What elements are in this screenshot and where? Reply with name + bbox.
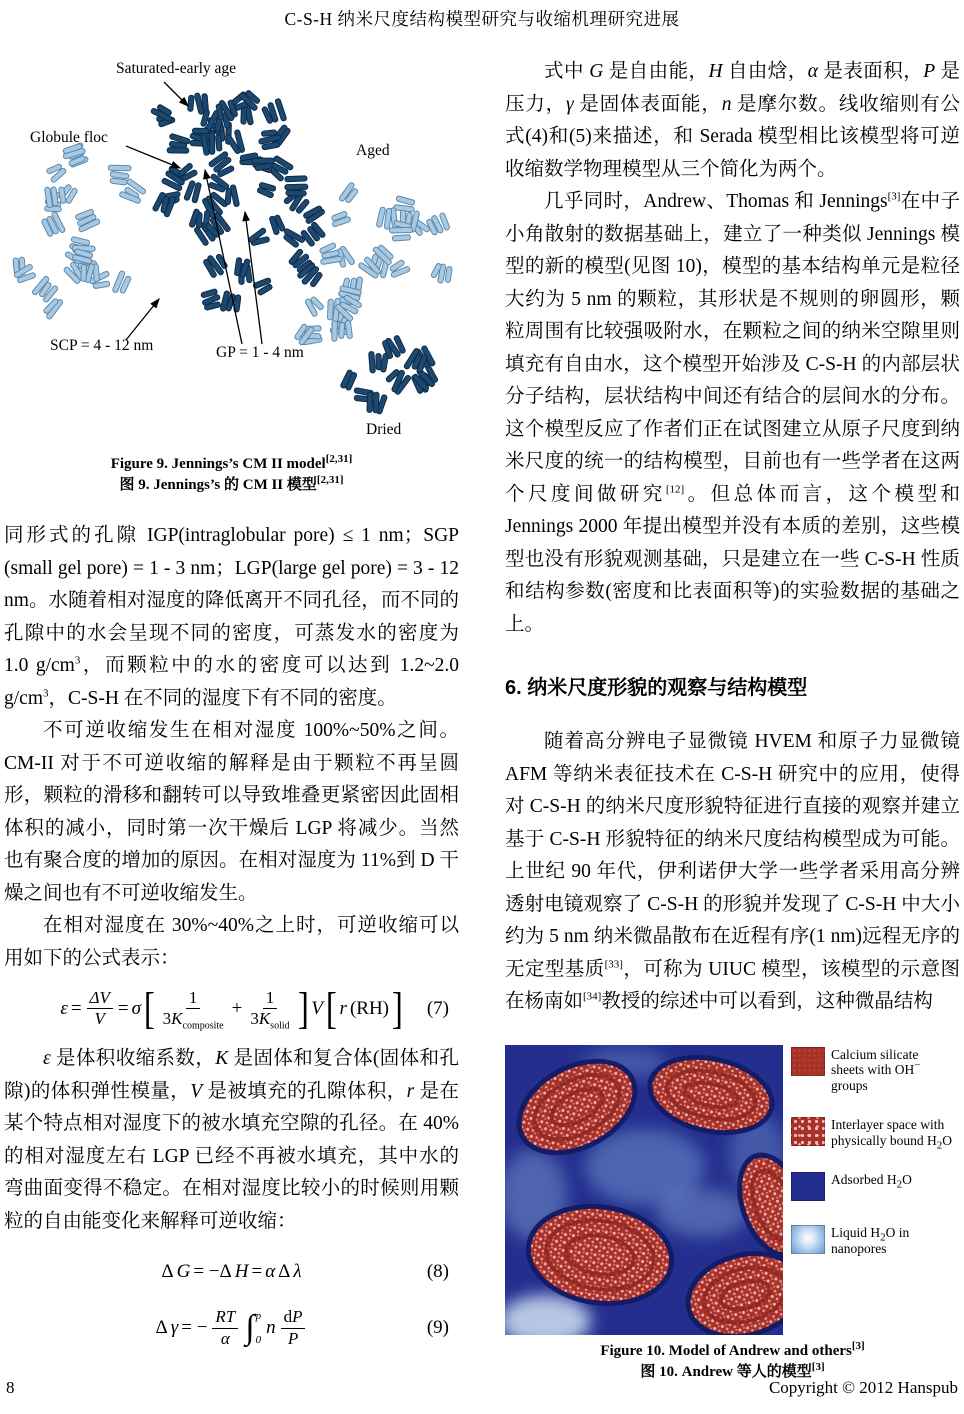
label-globule-floc: Globule floc — [30, 129, 108, 146]
figure10-caption — [505, 1341, 960, 1383]
legend-label-liquid-water: Liquid $H_2O$ in nanopores — [831, 1225, 910, 1256]
label-saturated-early-age: Saturated-early age — [116, 60, 237, 77]
section-6-heading: 6. 纳米尺度形貌的观察与结构模型 — [505, 677, 808, 699]
legend-item-calcium-sheets — [791, 1047, 953, 1094]
legend-item-adsorbed-water — [791, 1172, 953, 1201]
legend-swatch-adsorbed-water — [791, 1172, 825, 1201]
label-scp: SCP = 4 - 12 nm — [50, 337, 154, 354]
equation-8-body: Δ G = −Δ H = α Δ λ — [161, 1261, 302, 1282]
footer-page-number: 8 — [6, 1378, 15, 1397]
equation-7 — [4, 984, 459, 1034]
legend-label-interlayer-space: Interlayer space with physically bound $H_2O$ — [831, 1117, 952, 1152]
figure9-diagram — [4, 56, 459, 448]
paragraph-irreversible-shrinkage: 不可逆收缩发生在相对湿度 100%~50%之间。CM-II 对于不可逆收缩的解释是由于颗粒不再呈圆形，颗粒的滑移和翻转可以导致堆叠更紧密因此固相体积的减小，同时第一次干燥后 LGP 将减少。当然也有聚合度的增加的原因。在相对湿度为 11%到 D 干燥之间也有不可逆收缩发生。 — [4, 720, 459, 904]
legend-swatch-calcium-sheets — [791, 1047, 825, 1076]
legend-item-interlayer-space — [791, 1117, 953, 1152]
legend-swatch-liquid-water — [791, 1225, 825, 1254]
page-footer — [6, 1378, 958, 1398]
equation-8-number: (8) — [426, 1261, 449, 1282]
legend-label-adsorbed-water: Adsorbed $H_2O$ — [831, 1172, 912, 1191]
left-column — [4, 56, 459, 1407]
figure10-legend — [791, 1045, 953, 1335]
right-column — [505, 56, 960, 1407]
equation-7-number: (7) — [426, 998, 449, 1019]
label-gp: GP = 1 - 4 nm — [216, 344, 304, 361]
paragraph-free-energy: 式中 G 是自由能，H 自由焓，α 是表面积，P 是压力，γ 是固体表面能，n 是摩尔数。线收缩则有公式(4)和(5)来描述，和 Serada 模型相比该模型将可逆收缩数学物理模型从三个简化为两个。 — [505, 61, 960, 180]
equation-7-body: ε = $\frac{\Delta V}{V}$ = σ [ $\frac{1}{3K_{composite}}$ + $\frac{1}{3K_{solid}}$ ] V [ r (RH) ] — [60, 984, 403, 1034]
figure9-caption-en: Figure 9. Jennings’s CM II model[2,31] — [110, 453, 353, 472]
label-dried: Dried — [366, 421, 402, 438]
equation-9 — [4, 1306, 459, 1350]
paragraph-pore-types: 同形式的孔隙 IGP(intraglobular pore) ≤ 1 nm；SGP (small gel pore) = 1 - 3 nm；LGP(large gel pore) = 3 - 12 nm。水随着相对湿度的降低离开不同孔径，而不同的孔隙中的水会呈现不同的密度，可蒸发水的密度为 1.0 $g/cm^3$，而颗粒中的水的密度可以达到 1.2~2.0 $g/cm^3$，C-S-H 在不同的湿度下有不同的密度。 — [4, 525, 459, 709]
equation-8 — [4, 1250, 459, 1294]
two-column-body — [4, 56, 960, 1407]
figure9-caption-zh: 图 9. Jennings’s 的 CM II 模型[2,31] — [119, 474, 344, 493]
figure9-caption — [4, 454, 459, 496]
paragraph-reversible-intro: 在相对湿度在 30%~40%之上时，可逆收缩可以用如下的公式表示： — [4, 915, 459, 969]
legend-swatch-interlayer-space — [791, 1117, 825, 1146]
equation-9-body: Δ γ = − $\frac{RT}{\alpha}$ ∫ p 0 n $\frac{dP}{P}$ — [156, 1307, 308, 1349]
page-header-title: C-S-H 纳米尺度结构模型研究与收缩机理研究进展 — [284, 9, 680, 29]
legend-item-liquid-water — [791, 1225, 953, 1256]
figure10-caption-zh: 图 10. Andrew 等人的模型[3] — [640, 1360, 825, 1380]
equation-9-number: (9) — [426, 1317, 449, 1338]
legend-label-calcium-sheets: Calcium silicate sheets with OH− groups — [831, 1046, 921, 1093]
label-aged: Aged — [356, 142, 390, 159]
paragraph-uiuc-model: 随着高分辨电子显微镜 HVEM 和原子力显微镜 AFM 等纳米表征技术在 C-S-H 研究中的应用，使得对 C-S-H 的纳米尺度形貌特征进行直接的观察并建立基于 C-S-H 形貌特征的纳米尺度结构模型成为可能。上世纪 90 年代，伊利诺伊大学一些学者采用高分辨透射电镜观察了 C-S-H 的形貌并发现了 C-S-H 中大小约为 5 nm 纳米微晶散布在近程有序(1 nm)远程无序的无定型基质[33]，可称为 UIUC 模型，该模型的示意图在杨南如[34]教授的综述中可以看到，这种微晶结构 — [505, 731, 960, 1012]
figure10-image — [505, 1045, 783, 1335]
figure10 — [505, 1045, 960, 1335]
paragraph-eq7-explanation: ε 是体积收缩系数，K 是固体和复合体(固体和孔隙)的体积弹性模量，V 是被填充的孔隙体积，r 是在某个特点相对湿度下的被水填充空隙的孔径。在 40%的相对湿度左右 LGP 已经不再被水填充，其中水的弯曲面变得不稳定。在相对湿度比较小的时候则用颗粒的自由能变化来解释可逆收缩： — [4, 1048, 459, 1232]
footer-copyright: Copyright © 2012 Hanspub — [768, 1378, 958, 1397]
paragraph-andrew-model: 几乎同时，Andrew、Thomas 和 Jennings[3]在中子小角散射的数据基础上，建立了一种类似 Jennings 模型的新的模型(见图 10)，模型的基本结构单元是粒径大约为 5 nm 的颗粒，其形状是不规则的卵圆形，颗粒周围有比较强吸附水，在颗粒之间的纳米空隙里则填充有自由水，这个模型开始涉及 C-S-H 的内部层状分子结构，层状结构中间还有结合的层间水的分布。这个模型反应了作者们正在试图建立从原子尺度到纳米尺度的统一的结构模型，目前也有一些学者在这两个尺度间做研究[12]。但总体而言，这个模型和 Jennings 2000 年提出模型并没有本质的差别，这些模型也没有形貌观测基础，只是建立在一些 C-S-H 性质和结构参数(密度和比表面积等)的实验数据的基础之上。 — [505, 190, 960, 635]
figure10-caption-en: Figure 10. Model of Andrew and others[3] — [600, 1339, 865, 1359]
